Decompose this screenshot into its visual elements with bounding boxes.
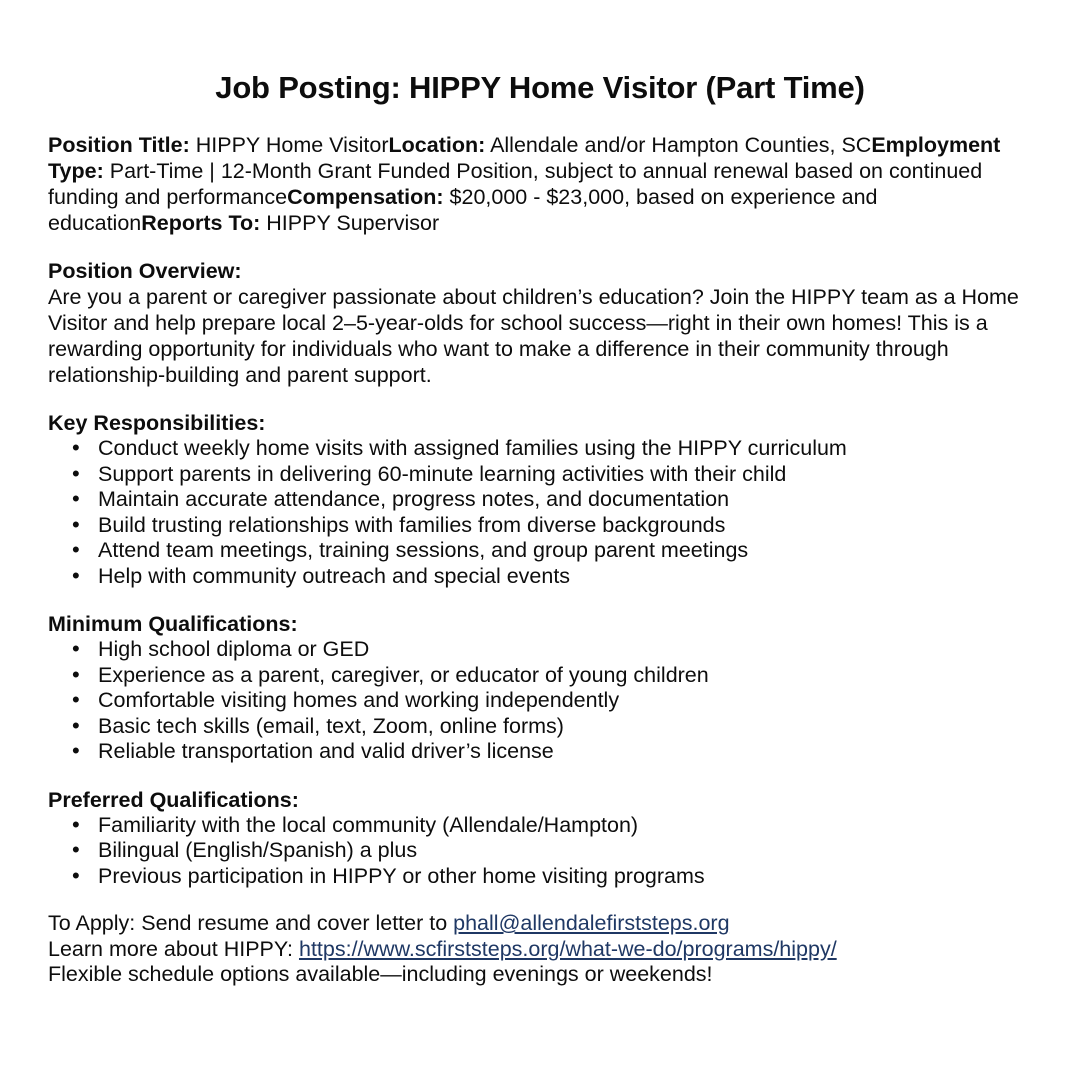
compensation-value: $20,000 - $23,000, based on experience and education <box>48 185 878 235</box>
minimum-qualifications-heading: Minimum Qualifications: <box>48 612 298 636</box>
key-responsibilities-list <box>48 436 1032 589</box>
position-title-label: Position Title: <box>48 133 190 157</box>
compensation-label: Compensation: <box>287 185 444 209</box>
list-item: • Help with community outreach and special events <box>70 564 1032 590</box>
preferred-qualifications-list <box>48 813 1032 890</box>
reports-to-value: HIPPY Supervisor <box>266 211 440 235</box>
apply-block <box>48 911 1032 988</box>
employment-type-label: Employment Type: <box>48 133 1001 183</box>
list-item: • Attend team meetings, training sessions, and group parent meetings <box>70 538 1032 564</box>
position-overview-text: Are you a parent or caregiver passionate about children’s education? Join the HIPPY team as a Home Visitor and help prepare local 2–5-year-olds for school success—right in their own homes! This is a rewarding opportunity for individuals who want to make a difference in their community through relationship-building and parent support. <box>48 285 1019 387</box>
position-overview-heading: Position Overview: <box>48 259 242 283</box>
list-item: • Conduct weekly home visits with assigned families using the HIPPY curriculum <box>70 436 1032 462</box>
list-item: • Previous participation in HIPPY or other home visiting programs <box>70 864 1032 890</box>
location-label: Location: <box>388 133 486 157</box>
list-item: • High school diploma or GED <box>70 637 1032 663</box>
list-item: • Familiarity with the local community (Allendale/Hampton) <box>70 813 1032 839</box>
list-item: • Comfortable visiting homes and working independently <box>70 688 1032 714</box>
key-responsibilities-heading: Key Responsibilities: <box>48 411 266 435</box>
list-item: • Support parents in delivering 60-minute learning activities with their child <box>70 462 1032 488</box>
preferred-qualifications-heading: Preferred Qualifications: <box>48 787 299 812</box>
list-item: • Experience as a parent, caregiver, or educator of young children <box>70 663 1032 689</box>
learn-more-prefix: Learn more about HIPPY: <box>48 936 299 961</box>
location-value: Allendale and/or Hampton Counties, SC <box>490 133 872 157</box>
apply-email-line <box>48 911 1032 937</box>
list-item: • Build trusting relationships with families from diverse backgrounds <box>70 513 1032 539</box>
hippy-website-link[interactable]: https://www.scfirststeps.org/what-we-do/programs/hippy/ <box>298 936 837 961</box>
list-item: • Maintain accurate attendance, progress notes, and documentation <box>70 487 1032 513</box>
position-title-value: HIPPY Home Visitor <box>195 133 389 157</box>
apply-email-link[interactable]: phall@allendalefirststeps.org <box>453 911 730 935</box>
apply-email-prefix: To Apply: Send resume and cover letter to <box>48 911 454 935</box>
list-item: • Reliable transportation and valid driver’s license <box>70 739 1032 765</box>
learn-more-line <box>48 937 1032 963</box>
flexible-schedule-note: Flexible schedule options available—including evenings or weekends! <box>48 962 713 986</box>
reports-to-label: Reports To: <box>141 211 261 235</box>
employment-type-value: Part-Time | 12-Month Grant Funded Position, subject to annual renewal based on continued funding and performance <box>48 159 983 209</box>
header-fields-paragraph <box>48 132 1032 236</box>
list-item: • Bilingual (English/Spanish) a plus <box>70 838 1032 864</box>
minimum-qualifications-list <box>48 637 1032 765</box>
page-title: Job Posting: HIPPY Home Visitor (Part Time) <box>215 70 865 105</box>
list-item: • Basic tech skills (email, text, Zoom, online forms) <box>70 714 1032 740</box>
